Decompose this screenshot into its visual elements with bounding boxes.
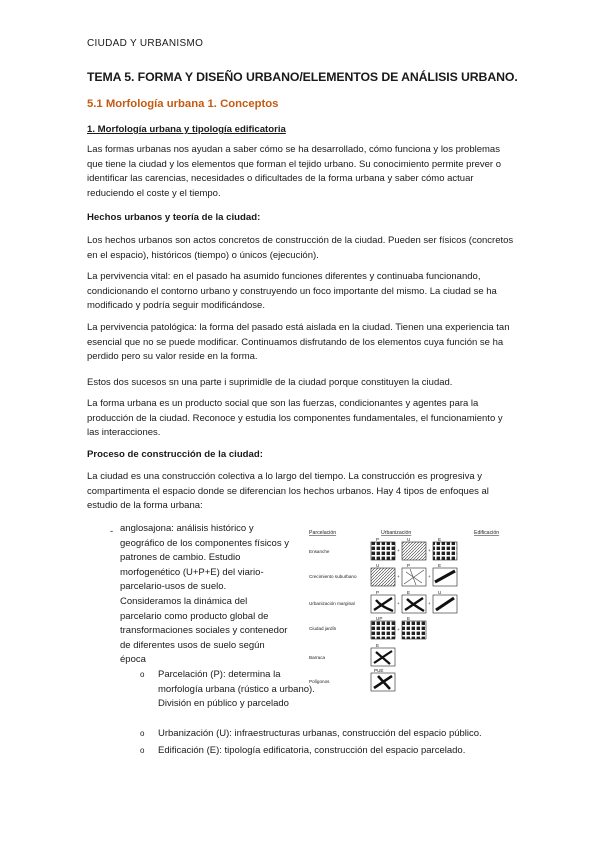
fig-col-edificacion: Edificación (474, 530, 500, 536)
paragraph-pervivencia-vital: La pervivencia vital: en el pasado ha asumido funciones diferentes y continuaba funcionando, condicionando el contorno urbano y construyendo un foco importante del mismo. La ciudad se ha modificado y podría seguir modificándose. (87, 271, 497, 312)
paragraph-proceso: La ciudad es una construcción colectiva a lo largo del tiempo. La construcción es progresiva y compartimenta el espacio donde se diferencian los hechos urbanos. Hay 4 tipos de enfoques al estudio de la forma urbana: (87, 471, 489, 512)
svg-text:P: P (376, 590, 380, 595)
svg-text:E: E (376, 643, 380, 648)
fig-row-ensanche: Ensanche (309, 549, 330, 554)
svg-text:P: P (407, 563, 411, 568)
fig-row-suburbano: Crecimiento suburbano (309, 574, 357, 579)
svg-text:+: + (397, 627, 400, 632)
sublist-text: Urbanización (U): infraestructuras urbanas, construcción del espacio público. (158, 728, 482, 739)
svg-text:+: + (397, 601, 400, 606)
paragraph-hechos: Los hechos urbanos son actos concretos de construcción de la ciudad. Pueden ser físicos (concretos en el espacio), históricos (tiempo) o únicos (ejecución). (87, 235, 514, 261)
section-subtitle: 5.1 Morfología urbana 1. Conceptos (87, 98, 279, 110)
svg-text:PUE: PUE (374, 668, 384, 673)
sublist-item (140, 668, 315, 712)
svg-text:UP: UP (376, 616, 383, 621)
svg-text:+: + (428, 574, 431, 579)
fig-row-barraca: Barraca (309, 655, 326, 660)
fig-col-parcelacion: Parcelación (309, 530, 337, 536)
bullet-marker: o (140, 746, 145, 755)
heading-proceso: Proceso de construcción de la ciudad: (87, 449, 263, 460)
paragraph-intro: Las formas urbanas nos ayudan a saber cómo se ha desarrollado, cómo funciona y los problemas que tiene la ciudad y los elementos que forman el tejido urbano. Su conocimiento permite prever o identificar las carencias, necesidades o dificultades de la forma urbana y saber cómo actuar reduciendo el coste y el tiempo. (87, 144, 502, 199)
svg-text:+: + (428, 548, 431, 553)
fig-row-5-boxes (371, 643, 395, 666)
fig-row-3-boxes (371, 590, 457, 613)
svg-text:+: + (397, 574, 400, 579)
sublist-text: Parcelación (P): determina la morfología urbana (rústico a urbano). División en público y parcelado (158, 669, 315, 710)
fig-row-4-boxes (371, 616, 426, 639)
sublist-item (140, 727, 520, 742)
bullet-marker: o (140, 729, 145, 738)
svg-text:E: E (407, 590, 411, 595)
list-item-anglosajona: anglosajona: análisis histórico y geográfico de los componentes físicos y patrones de cambio. Estudio morfogenético (U+P+E) del viario-parcelario-usos de suelo. Consideramos la dinámica del parcelario como producto global de transformaciones sociales y contenedor de diferentes usos de suelo según época (120, 523, 289, 666)
svg-text:+: + (428, 601, 431, 606)
bullet-marker: o (140, 670, 145, 679)
svg-text:+: + (397, 548, 400, 553)
page-title: TEMA 5. FORMA Y DISEÑO URBANO/ELEMENTOS DE ANÁLISIS URBANO. (87, 70, 518, 84)
paragraph-sucesos: Estos dos sucesos sn una parte i suprimidle de la ciudad porque constituyen la ciudad. (87, 377, 453, 388)
svg-text:E: E (407, 616, 411, 621)
list-dash-marker: - (110, 526, 114, 537)
svg-text:U: U (376, 563, 380, 568)
svg-text:P: P (376, 537, 380, 542)
svg-text:E: E (438, 563, 442, 568)
svg-text:E: E (438, 537, 442, 542)
morphology-diagram (306, 526, 520, 694)
sublist-text: Edificación (E): tipología edificatoria, construcción del espacio parcelado. (158, 745, 466, 756)
heading-hechos-urbanos: Hechos urbanos y teoría de la ciudad: (87, 212, 261, 223)
fig-row-2-boxes (371, 563, 457, 586)
fig-col-urbanizacion: Urbanización (381, 530, 412, 536)
page-header: CIUDAD Y URBANISMO (87, 38, 204, 49)
sublist-item (140, 744, 520, 759)
fig-row-marginal: Urbanización marginal (309, 601, 355, 606)
fig-row-poligonos: Polígonos (309, 679, 330, 684)
svg-text:U: U (438, 590, 442, 595)
section-heading: 1. Morfología urbana y tipología edificatoria (87, 124, 286, 135)
paragraph-forma-urbana: La forma urbana es un producto social que son las fuerzas, condicionantes y agentes para la producción de la ciudad. Reconoce y estudia los componentes fundamentales, el funcionamiento y las interacciones. (87, 398, 503, 439)
svg-text:U: U (407, 537, 411, 542)
fig-row-ciudad-jardin: Ciudad jardín (309, 626, 337, 631)
paragraph-pervivencia-patologica: La pervivencia patológica: la forma del pasado está aislada en la ciudad. Tienen una experiencia tan esencial que no se puede modificar. Continuamos disfrutando de los elementos cuya función se ha perdido pero su valor reside en la forma. (87, 322, 510, 363)
fig-row-1-boxes (371, 537, 457, 560)
fig-row-6-boxes (371, 668, 395, 691)
